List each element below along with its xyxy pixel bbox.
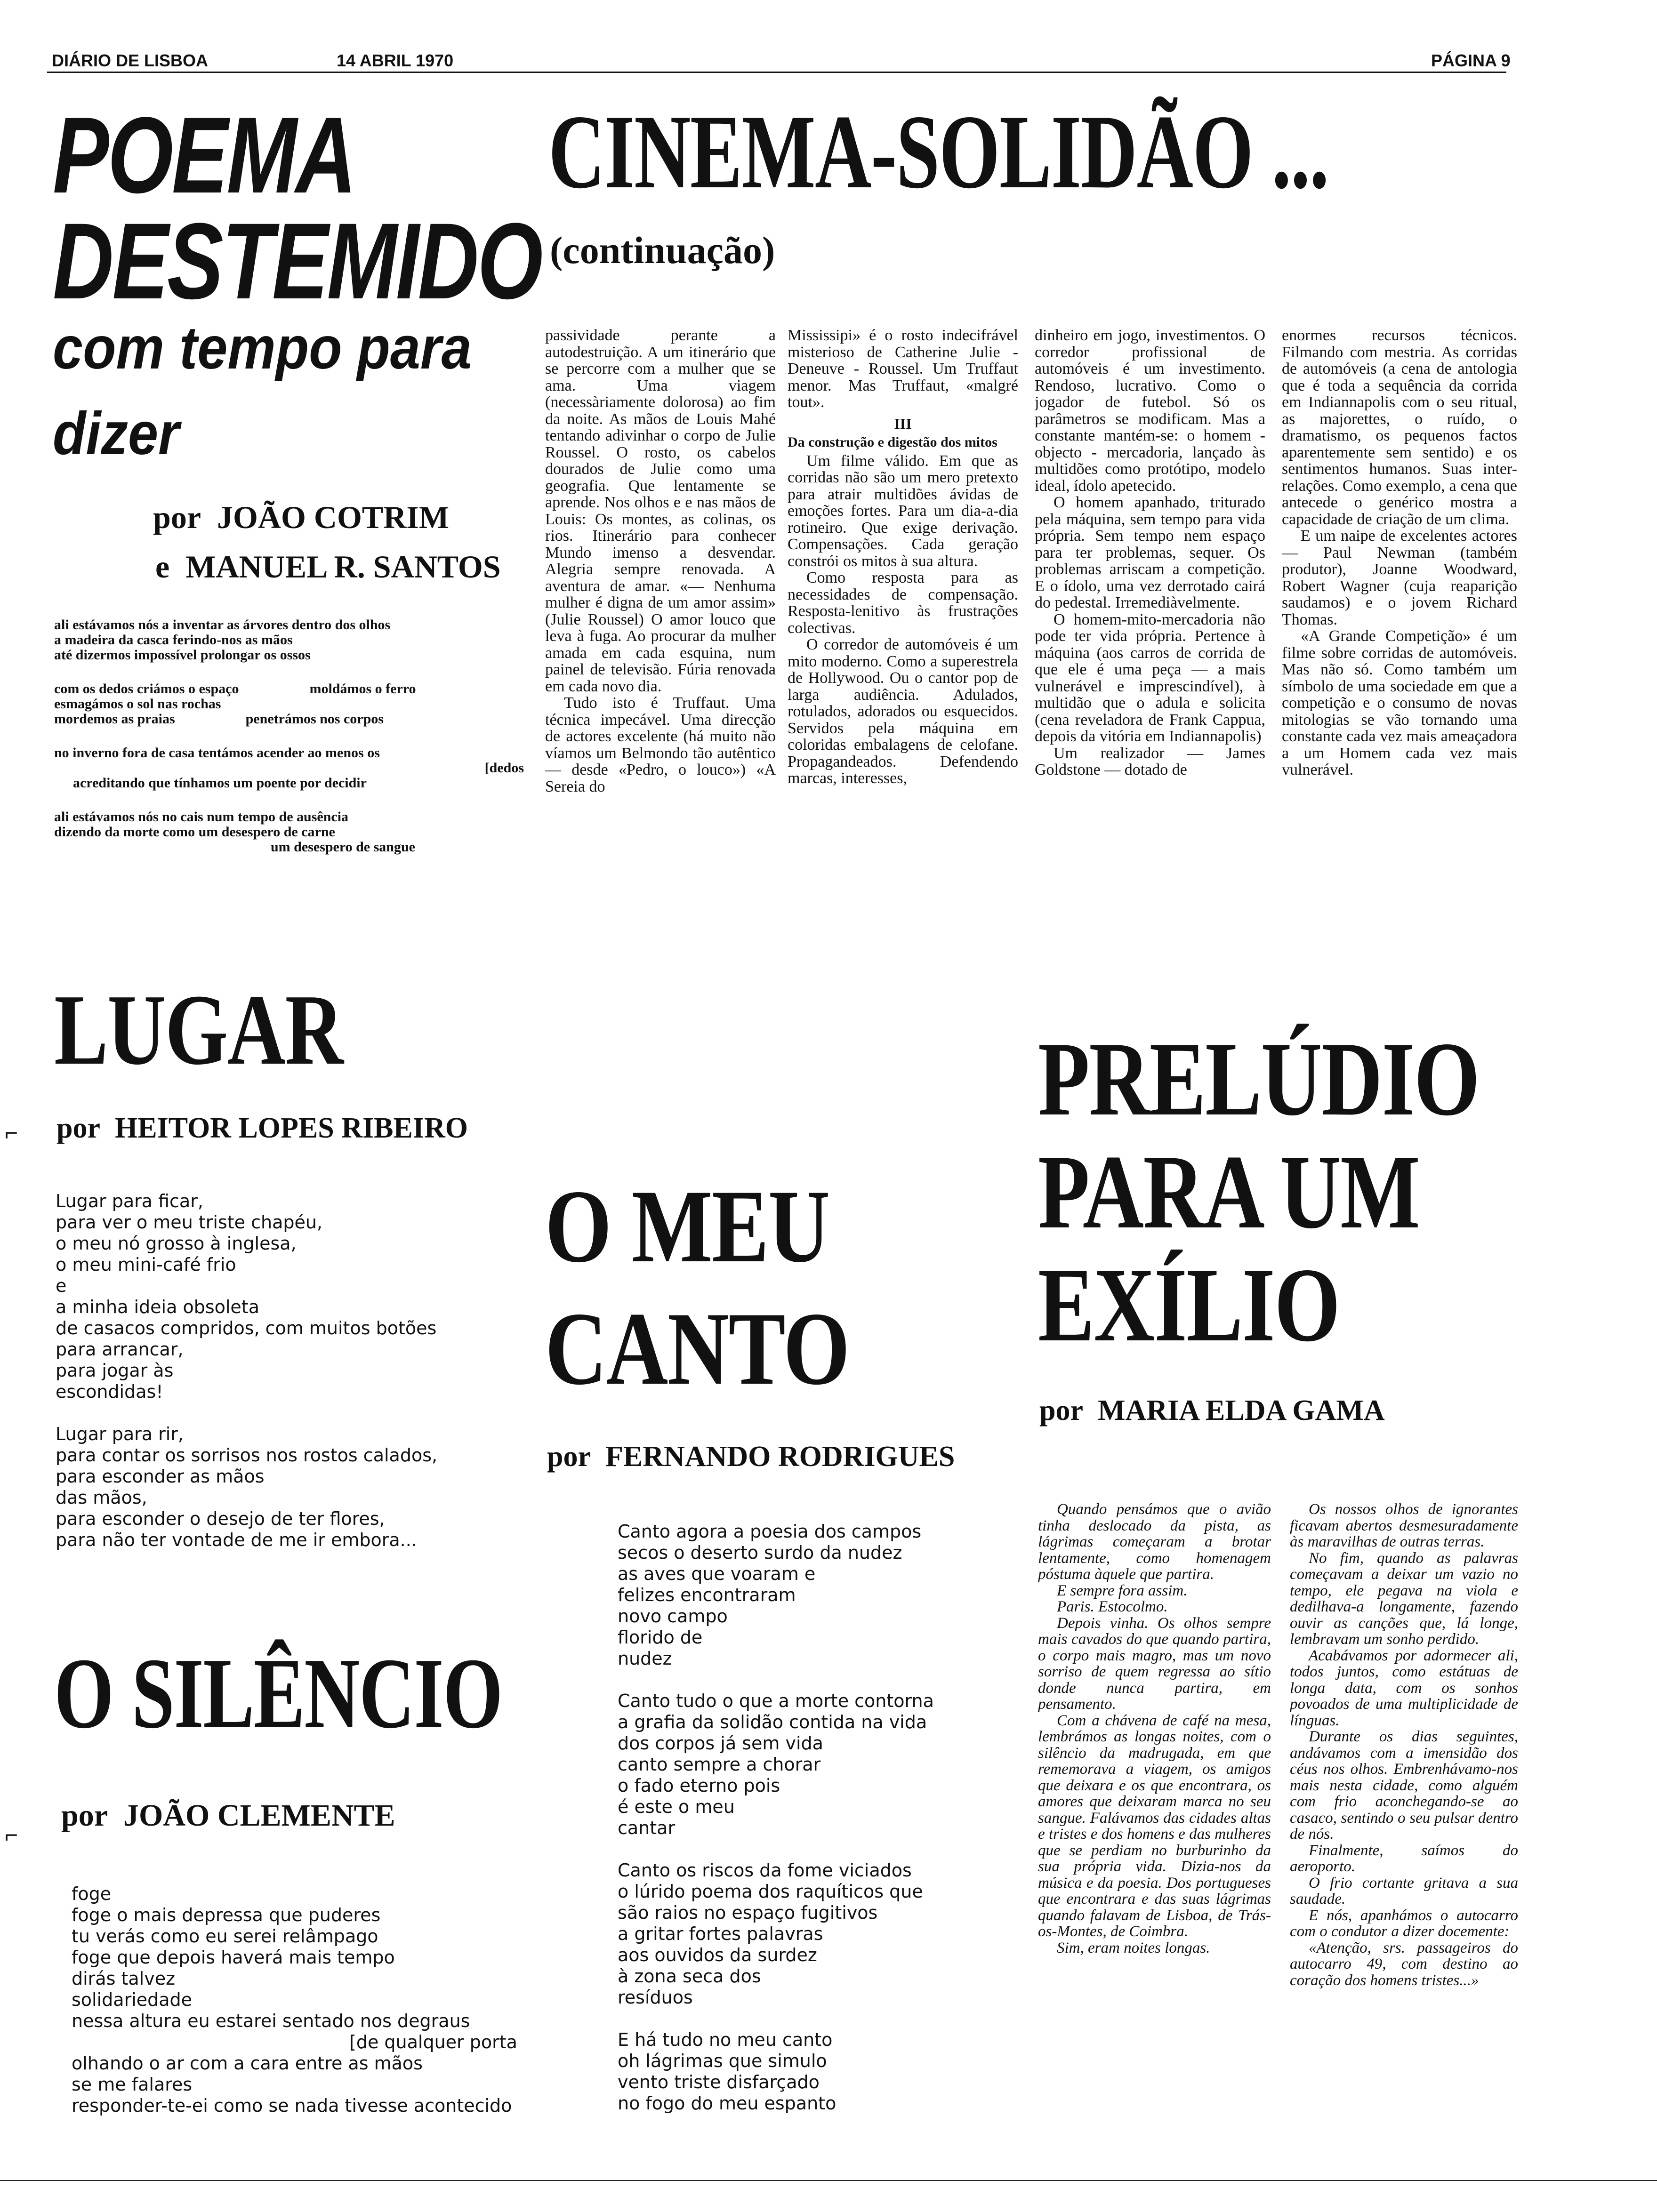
poem-line: resíduos xyxy=(618,1987,693,2008)
cinema-article xyxy=(545,327,1524,911)
paragraph: Um realizador — James Goldstone — dotado de xyxy=(1035,744,1265,778)
cinema-column-1 xyxy=(545,327,776,911)
byline-author: JOÃO COTRIM xyxy=(217,499,449,535)
cinema-title: CINEMA-SOLIDÃO ... xyxy=(548,93,1328,210)
masthead-rule xyxy=(47,72,1506,73)
poem-line: o meu mini-café frio xyxy=(56,1254,236,1275)
paragraph: Tudo isto é Truffaut. Uma técnica impecável. Uma direcção de actores excelente (há muito não víamos um Belmondo tão autêntico — desde «Pedro, o louco») «A Sereia do xyxy=(545,694,776,795)
poem-line: para jogar às xyxy=(56,1360,174,1381)
poem-line: Lugar para rir, xyxy=(56,1424,184,1444)
paragraph: O frio cortante gritava a sua saudade. xyxy=(1290,1874,1518,1907)
poem-line: até dizermos impossível prolongar os ossos xyxy=(54,647,311,663)
paragraph: «Atenção, srs. passageiros do autocarro 49, com destino ao coração dos homens tristes...» xyxy=(1290,1939,1518,1989)
poem-line: cantar xyxy=(618,1818,676,1838)
preludio-column-2 xyxy=(1290,1501,1518,1988)
canto-title-line-2: CANTO xyxy=(545,1291,849,1407)
preludio-byline xyxy=(1039,1394,1385,1427)
poem-line: a madeira da casca ferindo-nos as mãos xyxy=(54,632,293,648)
poem-line: a grafia da solidão contida na vida xyxy=(618,1712,927,1732)
paragraph: Acabávamos por adormecer ali, todos juntos, como estátuas de longa data, com os sonhos povoados de uma multiplicidade de línguas. xyxy=(1290,1647,1518,1729)
poem-line: Lugar para ficar, xyxy=(56,1191,203,1211)
paragraph: Depois vinha. Os olhos sempre mais cavados do que quando partira, o corpo mais magro, mas um novo sorriso de quem regressa ao sítio donde nunca partira, em pensamento. xyxy=(1038,1614,1271,1713)
byline-author: JOÃO CLEMENTE xyxy=(123,1798,395,1833)
poem-line: nudez xyxy=(618,1648,672,1669)
poem-line: à zona seca dos xyxy=(618,1966,761,1987)
poem-line: para contar os sorrisos nos rostos calados, xyxy=(56,1445,438,1466)
cinema-column-2 xyxy=(788,327,1018,911)
poema-subtitle-line-1: com tempo para xyxy=(53,314,472,382)
byline-author: FERNANDO RODRIGUES xyxy=(605,1441,955,1473)
poem-line: é este o meu xyxy=(618,1796,735,1817)
paragraph: Paris. Estocolmo. xyxy=(1057,1598,1168,1615)
silencio-title: O SILÊNCIO xyxy=(54,1637,502,1749)
preludio-title-line-3: EXÍLIO xyxy=(1038,1246,1340,1363)
lugar-poem xyxy=(56,1191,437,1551)
poem-line: a gritar fortes palavras xyxy=(618,1923,823,1944)
poem-line: [de qualquer porta xyxy=(349,2032,517,2052)
paragraph: «A Grande Competição» é um filme sobre corridas de automóveis. Mas não só. Como também um símbolo de uma sociedade em que a competição e o consumo de novas mitologias se vão tornando uma constante cada vez mais ameaçadora a um Homem cada vez mais vulnerável. xyxy=(1282,627,1517,778)
poem-line: florido de xyxy=(618,1627,703,1648)
byline-por: por xyxy=(547,1441,591,1473)
poem-line: mordemos as praias penetrámos nos corpos xyxy=(54,711,384,727)
cinema-column-3 xyxy=(1035,327,1265,911)
poem-line: Canto tudo o que a morte contorna xyxy=(618,1691,934,1711)
poem-line: esmagámos o sol nas rochas xyxy=(54,696,221,712)
canto-title-line-1: O MEU xyxy=(545,1169,829,1284)
poem-line: com os dedos criámos o espaço moldámos o ferro xyxy=(54,681,416,697)
cinema-subtitle: (continuação) xyxy=(550,229,775,272)
masthead-page: PÁGINA 9 xyxy=(1431,51,1511,70)
poem-line: foge xyxy=(72,1883,112,1904)
poem-line: o meu nó grosso à inglesa, xyxy=(56,1233,297,1254)
paragraph: Um filme válido. Em que as corridas não são um mero pretexto para atrair multidões ávidas de emoções fortes. Para um dia-a-dia rotineiro. Que exige derivação. Compensações. Cada geração constrói os mitos à sua altura. xyxy=(788,452,1018,570)
page-bottom-rule xyxy=(0,2180,1657,2181)
poem-line: no inverno fora de casa tentámos acender ao menos os xyxy=(54,745,380,761)
section-heading: Da construção e digestão dos mitos xyxy=(788,434,997,450)
poem-line: nessa altura eu estarei sentado nos degraus xyxy=(72,2011,470,2031)
poem-line: acreditando que tínhamos um poente por decidir xyxy=(73,775,367,791)
poem-line: solidariedade xyxy=(72,1989,193,2010)
poem-line: para arrancar, xyxy=(56,1339,184,1360)
silencio-byline xyxy=(61,1798,395,1834)
poem-line: foge que depois haverá mais tempo xyxy=(72,1947,395,1968)
paragraph: Quando pensámos que o avião tinha deslocado da pista, as lágrimas começaram a brotar lentamente, como homenagem póstuma àquele que partira. xyxy=(1038,1501,1271,1583)
poem-line: o lúrido poema dos raquíticos que xyxy=(618,1881,923,1902)
lugar-byline xyxy=(56,1112,468,1145)
poem-line: de casacos compridos, com muitos botões xyxy=(56,1318,437,1338)
byline-por: por xyxy=(56,1112,100,1144)
poem-line: novo campo xyxy=(618,1606,728,1627)
poem-line: secos o deserto surdo da nudez xyxy=(618,1542,902,1563)
poem-line: felizes encontraram xyxy=(618,1585,796,1605)
poem-line: dos corpos já sem vida xyxy=(618,1733,823,1754)
byline-author: HEITOR LOPES RIBEIRO xyxy=(115,1112,468,1144)
paragraph: Com a chávena de café na mesa, lembrámos as longas noites, com o silêncio da madrugada, em que rememorava a viagem, os amigos que deixara e os que encontrara, os amores que deixaram marca no seu sangue. Falávamos das cidades altas e tristes e dos homens e das mulheres que se perdiam no burburinho da sua própria vida. Dizia-nos da música e da poesia. Dos portugueses que encontrara e das suas lágrimas quando falavam de Lisboa, de Trás-os-Montes, de Coimbra. xyxy=(1038,1712,1271,1940)
poem-line: para esconder as mãos xyxy=(56,1466,265,1487)
poem-line: para esconder o desejo de ter flores, xyxy=(56,1508,385,1529)
byline-author: MANUEL R. SANTOS xyxy=(185,549,501,585)
paragraph: O corredor de automóveis é um mito moderno. Como a superestrela de Hollywood. Ou o cantor pop de larga audiência. Adulados, rotulados, adorados ou esquecidos. Servidos pela máquina em coloridas embalagens de celofane. Propagandeados. Defendendo marcas, interesses, xyxy=(788,636,1018,787)
column-mark: ⌐ xyxy=(5,1121,18,1146)
poem-line: [dedos xyxy=(484,760,524,776)
byline-por: por xyxy=(153,499,201,535)
poem-line: olhando o ar com a cara entre as mãos xyxy=(72,2053,423,2074)
poem-line: para não ter vontade de me ir embora... xyxy=(56,1530,417,1550)
poem-line: vento triste disfarçado xyxy=(618,2072,820,2092)
poema-title-line-1: POEMA xyxy=(53,95,355,216)
paragraph: O homem apanhado, triturado pela máquina, sem tempo para vida própria. Sem tempo nem espaço para ter problemas, sequer. Os problemas arriscam a competição. E o ídolo, uma vez derrotado cairá do pedestal. Irremediàvelmente. xyxy=(1035,494,1265,611)
poem-line: responder-te-ei como se nada tivesse acontecido xyxy=(72,2095,512,2116)
poem-line: tu verás como eu serei relâmpago xyxy=(72,1926,378,1947)
paragraph: enormes recursos técnicos. Filmando com mestria. As corridas de automóveis (a cena de antologia que é toda a sequência da corrida em Indiannapolis com o seu ritual, as majorettes, o ruído, o dramatismo, os pequenos factos aparentemente sem sentido) e os sentimentos humanos. Suas inter-relações. Como exemplo, a cena que antecede o genérico mostra a capacidade de criação de um clima. xyxy=(1282,327,1517,528)
lugar-title: LUGAR xyxy=(54,973,343,1086)
poem-line: no fogo do meu espanto xyxy=(618,2093,837,2114)
paragraph: E nós, apanhámos o autocarro com o condutor a dizer docemente: xyxy=(1290,1907,1518,1940)
poema-title-line-2: DESTEMIDO xyxy=(53,200,542,321)
poema-body xyxy=(54,617,525,855)
preludio-title-line-1: PRELÚDIO xyxy=(1038,1020,1480,1138)
poem-line: aos ouvidos da surdez xyxy=(618,1945,817,1965)
poem-line: dizendo da morte como um desespero de carne xyxy=(54,824,335,840)
poem-line: ali estávamos nós no cais num tempo de ausência xyxy=(54,809,349,825)
poem-line: das mãos, xyxy=(56,1487,147,1508)
column-mark: ⌐ xyxy=(5,1823,18,1848)
poem-line: e xyxy=(56,1275,67,1296)
poem-line: escondidas! xyxy=(56,1381,163,1402)
paragraph: Finalmente, saímos do aeroporto. xyxy=(1290,1842,1518,1875)
byline-por: por xyxy=(1039,1395,1083,1427)
poema-byline-1 xyxy=(153,499,449,536)
poema-subtitle-line-2: dizer xyxy=(53,400,179,467)
poem-line: para ver o meu triste chapéu, xyxy=(56,1212,323,1233)
preludio-column-1 xyxy=(1038,1501,1271,1956)
masthead-date: 14 ABRIL 1970 xyxy=(337,51,454,70)
poema-byline-2 xyxy=(155,548,501,585)
poem-line: a minha ideia obsoleta xyxy=(56,1297,259,1317)
poem-line: oh lágrimas que simulo xyxy=(618,2051,827,2071)
byline-author: MARIA ELDA GAMA xyxy=(1098,1395,1385,1427)
poem-line: dirás talvez xyxy=(72,1968,176,1989)
paragraph: passividade perante a autodestruição. A um itinerário que se percorre com a mulher que se ama. Uma viagem (necessàriamente dolorosa) ao fim da noite. As mãos de Louis Mahé tentando adivinhar o corpo de Julie Roussel. O rosto, os cabelos dourados de Julie como uma geografia. Que lentamente se aprende. Nos olhos e e nas mãos de Louis: Os montes, as colinas, os rios. Itinerário para conhecer Mundo imenso a desvendar. Alegria sempre renovada. A aventura de amar. «— Nenhuma mulher é digna de um amor assim» (Julie Roussel) O amor louco que leva à fuga. Ao procurar da mulher amada em cada esquina, num painel de televisão. Fúria renovada em cada novo dia. xyxy=(545,327,776,695)
poem-line: Canto os riscos da fome viciados xyxy=(618,1860,912,1881)
byline-e: e xyxy=(155,549,170,585)
poem-line: Canto agora a poesia dos campos xyxy=(618,1521,922,1542)
paragraph: Como resposta para as necessidades de compensação. Resposta-lenitivo às frustrações colectivas. xyxy=(788,569,1018,637)
paragraph: Os nossos olhos de ignorantes ficavam abertos desmesuradamente às maravilhas de outras terras. xyxy=(1290,1501,1518,1550)
preludio-title-line-2: PARA UM xyxy=(1038,1133,1420,1250)
section-number: III xyxy=(894,415,912,432)
paragraph: Mississipi» é o rosto indecifrável misterioso de Catherine Julie - Deneuve - Roussel. Um Truffaut menor. Mas Truffaut, «malgré tout». xyxy=(788,327,1018,411)
poem-line: as aves que voaram e xyxy=(618,1563,816,1584)
poem-line: um desespero de sangue xyxy=(271,839,415,855)
poem-line: E há tudo no meu canto xyxy=(618,2029,833,2050)
canto-byline xyxy=(547,1440,955,1474)
silencio-poem xyxy=(72,1883,517,2116)
paragraph: E um naipe de excelentes actores — Paul Newman (também produtor), Joanne Woodward, Robert Wagner (cuja reaparição saudamos) e o jovem Richard Thomas. xyxy=(1282,527,1517,628)
paragraph: O homem-mito-mercadoria não pode ter vida própria. Pertence à máquina (aos carros de corrida de que ele é uma peça — a mais vulnerável e imprescindível), à multidão que o adula e solicita (cena reveladora de Frank Cappua, depois da vitória em Indiannapolis) xyxy=(1035,610,1265,745)
byline-por: por xyxy=(61,1798,108,1833)
paragraph: E sempre fora assim. xyxy=(1057,1582,1188,1599)
canto-poem xyxy=(618,1521,934,2114)
poem-line: ali estávamos nós a inventar as árvores dentro dos olhos xyxy=(54,617,391,633)
poem-line: canto sempre a chorar xyxy=(618,1754,821,1775)
paragraph: Sim, eram noites longas. xyxy=(1057,1939,1210,1956)
paragraph: No fim, quando as palavras começavam a deixar um vazio no tempo, ele pegava na viola e dedilhava-a longamente, fazendo ouvir as canções que, lá longe, lembravam um sonho perdido. xyxy=(1290,1549,1518,1648)
poem-line: foge o mais depressa que puderes xyxy=(72,1905,381,1925)
paragraph: Durante os dias seguintes, andávamos com a imensidão dos céus nos olhos. Embrenhávamo-nos mais nesta cidade, como alguém com frio aconchegando-se ao casaco, sentindo o seu pulsar dentro de nós. xyxy=(1290,1728,1518,1843)
poem-line: o fado eterno pois xyxy=(618,1775,780,1796)
poem-line: são raios no espaço fugitivos xyxy=(618,1902,878,1923)
poem-line: se me falares xyxy=(72,2074,193,2095)
paragraph: dinheiro em jogo, investimentos. O corredor profissional de automóveis é um investimento. Rendoso, lucrativo. Como o jogador de futebol. Só os parâmetros se modificam. Mas a constante mantém-se: o homem - objecto - mercadoria, lançado às multidões como protótipo, modelo ideal, ídolo apetecido. xyxy=(1035,327,1265,495)
cinema-column-4 xyxy=(1282,327,1517,911)
masthead-paper: DIÁRIO DE LISBOA xyxy=(52,51,209,70)
